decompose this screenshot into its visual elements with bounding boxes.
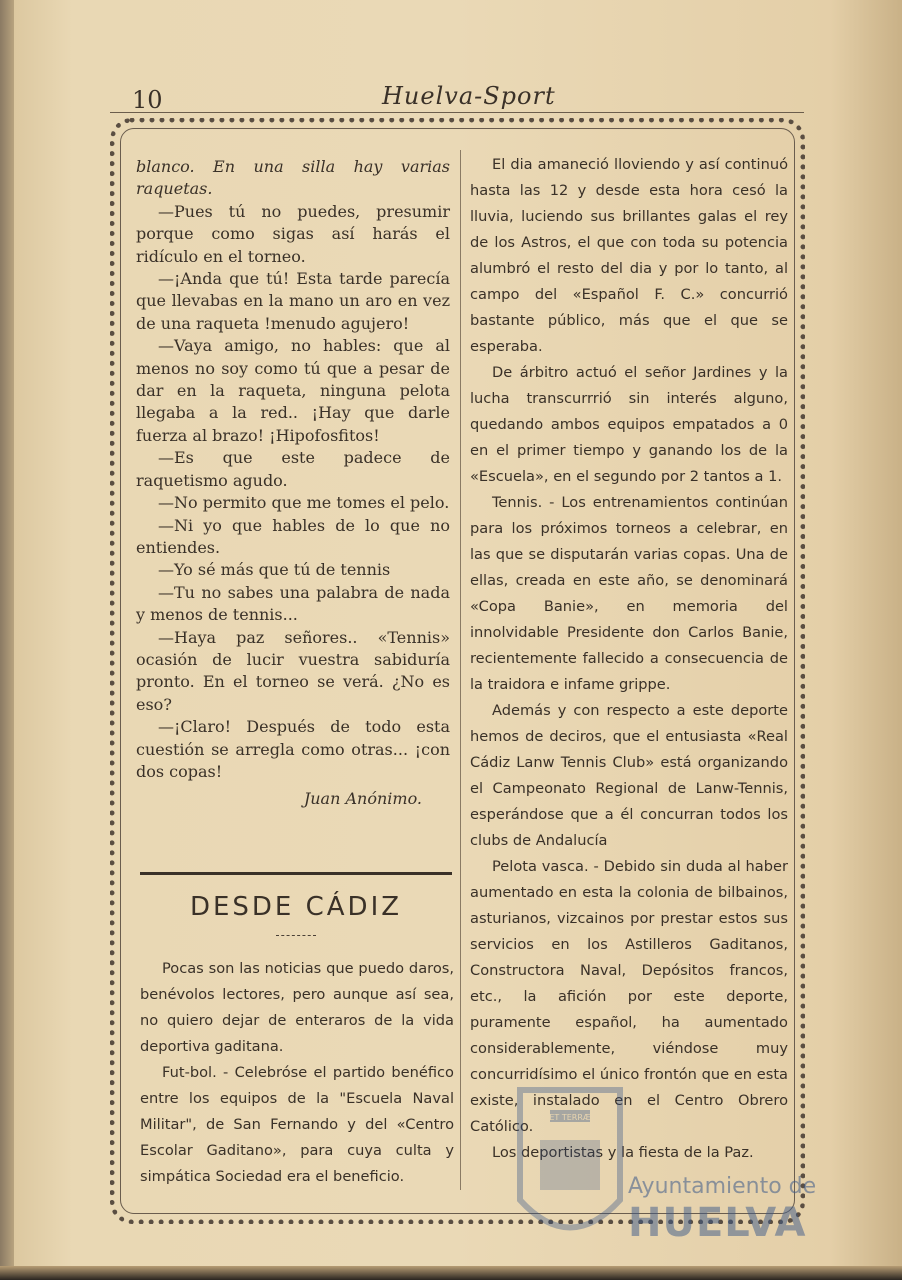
section-body (140, 956, 454, 1190)
dialogue-paragraph: —Pues tú no puedes, presumir porque como sigas así harás el ridículo en el torneo. (136, 201, 450, 266)
article-paragraph: Pelota vasca. - Debido sin duda al haber aumentado en esta la colonia de bilbainos, asturianos, vizcainos por prestar estos sus servicios en los Astilleros Gaditanos, Constructora Naval, Depósitos francos, etc., la afición por este deporte, puramente español, ha aumentado considerablemente, viéndose muy concurridísimo el único frontón que en esta existe, instalado en el Centro Obrero Católico. (470, 858, 788, 1135)
left-column-dialogue (136, 156, 450, 808)
seal-tower (540, 1140, 600, 1190)
dialogue-paragraph: blanco. En una silla hay varias raquetas. (136, 157, 450, 199)
section-ornament-dash (276, 935, 316, 938)
page-header (110, 78, 804, 113)
article-paragraph: Los deportistas y la fiesta de la Paz. (492, 1144, 754, 1161)
column-divider (460, 150, 461, 1190)
watermark-line-1: Ayuntamiento de (628, 1174, 817, 1199)
dialogue-paragraph: —¡Anda que tú! Esta tarde parecía que llevabas en la mano un aro en vez de una raqueta !menudo agujero! (136, 269, 450, 333)
author-signature: Juan Anónimo. (303, 789, 422, 809)
magazine-title: Huelva-Sport (382, 82, 556, 110)
section-paragraph: Fut-bol. - Celebróse el partido benéfico entre los equipos de la "Escuela Naval Militar", de San Fernando y del «Centro Escolar Gaditano», para cuya culta y simpática Sociedad era el beneficio. (140, 1064, 454, 1185)
dialogue-paragraph: —Haya paz señores.. «Tennis» ocasión de lucir vuestra sabiduría pronto. En el torneo se verá. ¿No es eso? (136, 627, 450, 714)
article-paragraph: El dia amaneció lloviendo y así continuó hasta las 12 y desde esta hora cesó la lluvia, luciendo sus brillantes galas el rey de los Astros, el que con toda su potencia alumbró el resto del dia y por lo tanto, al campo del «Español F. C.» concurrió bastante público, más que el que se esperaba. (470, 156, 788, 355)
dialogue-paragraph: —Ni yo que hables de lo que no entiendes. (136, 515, 450, 557)
dialogue-paragraph: —¡Claro! Después de todo esta cuestión se arregla como otras... ¡con dos copas! (136, 717, 450, 781)
page-bottom-edge (0, 1266, 902, 1280)
dialogue-paragraph: —Tu no sabes una palabra de nada y menos de tennis... (136, 582, 450, 625)
dialogue-paragraph: —No permito que me tomes el pelo. (158, 493, 450, 513)
dialogue-paragraph: —Es que este padece de raquetismo agudo. (136, 448, 450, 490)
seal-text: ET TERRÆ (549, 1113, 591, 1122)
page-number: 10 (132, 86, 163, 114)
right-column (470, 152, 788, 1166)
section-title: DESDE CÁDIZ (189, 892, 403, 922)
article-paragraph: De árbitro actuó el señor Jardines y la lucha transcurrrió sin interés alguno, quedando ambos equipos empatados a 0 en el primer tiempo y ganando los de la «Escuela», en el segundo por 2 tantos a 1. (470, 364, 788, 485)
dialogue-paragraph: —Yo sé más que tú de tennis (158, 560, 391, 580)
article-paragraph: Además y con respecto a este deporte hemos de deciros, que el entusiasta «Real Cádiz Lanw Tennis Club» está organizando el Campeonato Regional de Lanw-Tennis, esperándose que a él concurran todos los clubs de Andalucía (470, 702, 788, 849)
binding-spine (0, 0, 14, 1280)
section-paragraph: Pocas son las noticias que puedo daros, benévolos lectores, pero aunque así sea, no quiero dejar de enteraros de la vida deportiva gaditana. (140, 960, 454, 1055)
watermark-line-2: HUELVA (628, 1200, 807, 1246)
dialogue-paragraph: —Vaya amigo, no hables: que al menos no soy como tú que a pesar de dar en la raqueta, ninguna pelota llegaba a la red.. ¡Hay que darle fuerza al brazo! ¡Hipofosfitos! (136, 336, 450, 445)
article-paragraph: Tennis. - Los entrenamientos continúan para los próximos torneos a celebrar, en las que se disputarán varias copas. Una de ellas, creada en este año, se denominará «Copa Banie», en memoria del innolvidable Presidente don Carlos Banie, recientemente fallecido a consecuencia de la traidora e infame grippe. (470, 494, 788, 693)
section-rule (140, 872, 452, 875)
